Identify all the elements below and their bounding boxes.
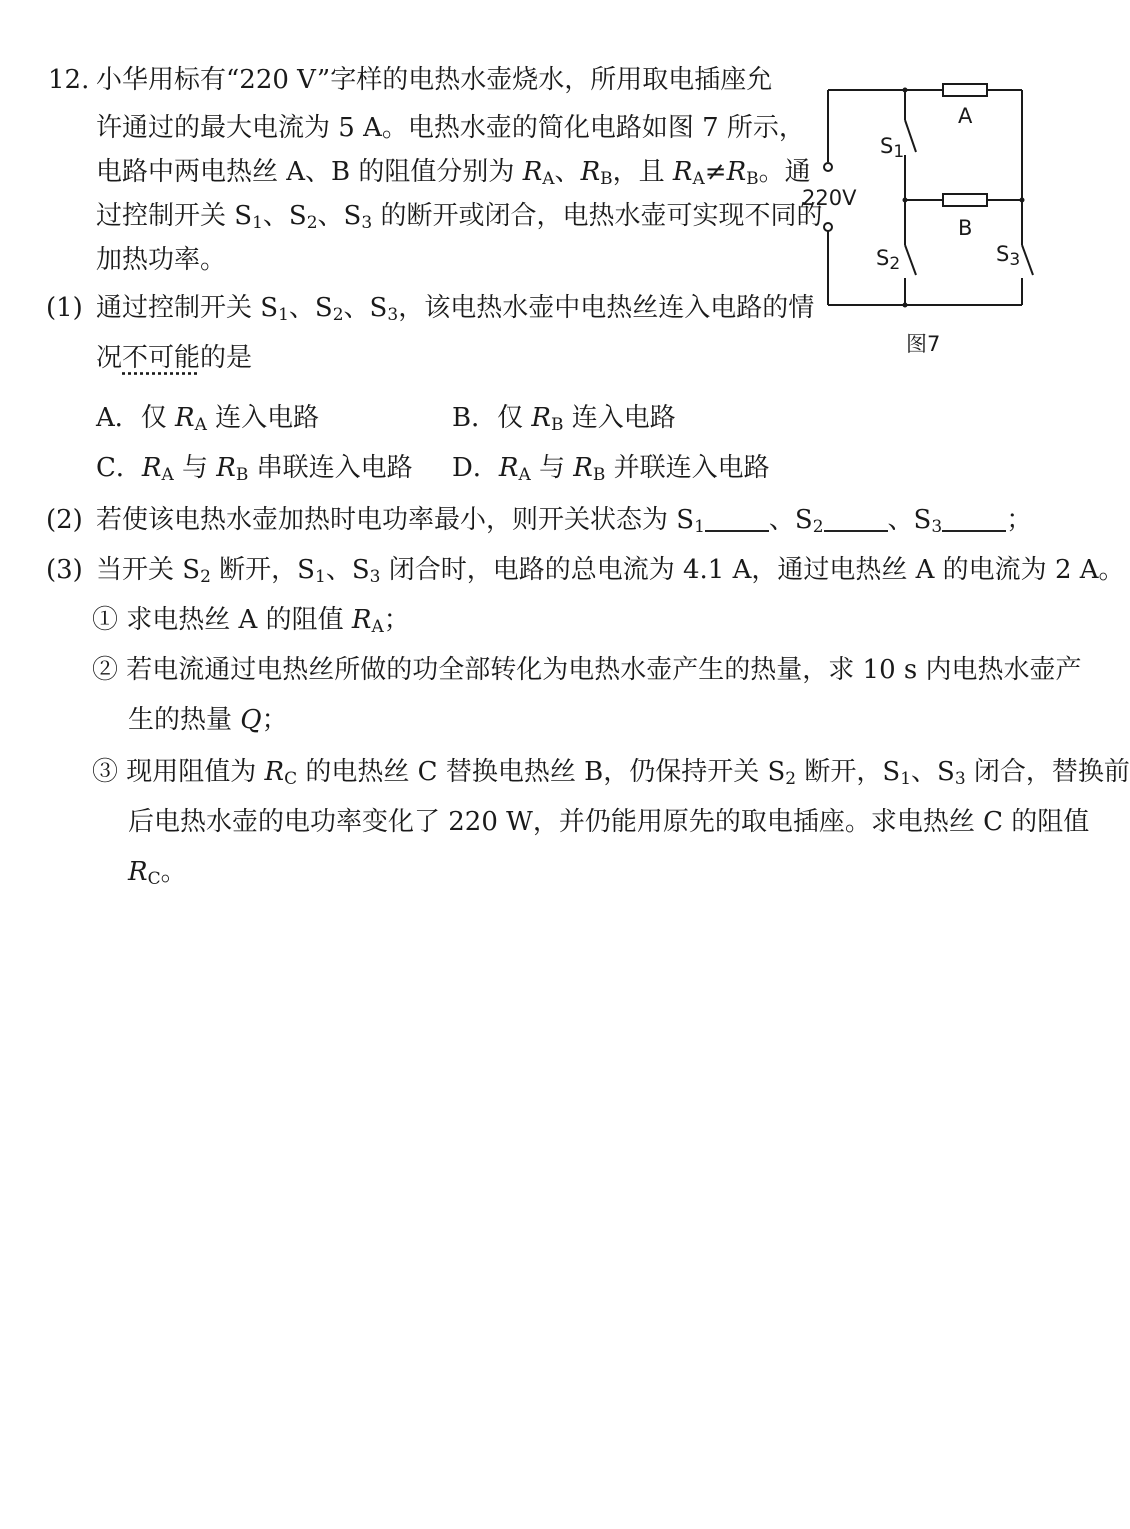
emphasis-not-possible: 不可能 (122, 343, 201, 373)
label-b: B (958, 216, 973, 240)
part1-text-line-1: 通过控制开关 $S_1$、$S_2$、$S_3$，该电热水壶中电热丝连入电路的情 (96, 293, 815, 325)
label-s2: $S_2$ (876, 246, 901, 274)
junction-3 (1020, 198, 1025, 203)
part3-sub3-line-1: ③ 现用阻值为 $R_C$ 的电热丝 C 替换电热丝 B，仍保持开关 $S_2$ 断开，$S_1$、$S_3$ 闭合，替换前 (92, 757, 1130, 789)
circuit-svg (800, 70, 1050, 370)
resistor-a (943, 84, 987, 96)
part3-sub3-line-2: 后电热水壶的电功率变化了 220 W，并仍能用原先的取电插座。求电热丝 C 的阻值 (128, 807, 1090, 837)
stem-line-1: 小华用标有“220 V”字样的电热水壶烧水，所用取电插座允 (96, 65, 773, 95)
label-voltage: 220V (802, 186, 857, 210)
part3-text: 当开关 $S_2$ 断开，$S_1$、$S_3$ 闭合时，电路的总电流为 4.1 A，通过电热丝 A 的电流为 2 A。 (96, 555, 1125, 587)
circuit-diagram (800, 70, 1050, 370)
stem-line-5: 加热功率。 (96, 245, 227, 275)
junction-2 (903, 198, 908, 203)
junction-1 (903, 88, 908, 93)
label-s1: $S_1$ (880, 134, 905, 162)
answer-blank-s2[interactable] (824, 504, 888, 532)
label-a: A (958, 104, 973, 128)
figure-caption: 图7 (906, 332, 941, 356)
junction-4 (903, 303, 908, 308)
answer-blank-s3[interactable] (942, 504, 1006, 532)
part3-sub1: ① 求电热丝 A 的阻值 $R_A$； (92, 605, 410, 637)
stem-line-4: 过控制开关 $S_1$、$S_2$、$S_3$ 的断开或闭合，电热水壶可实现不同的 (96, 201, 823, 233)
terminal-top (824, 163, 832, 171)
option-b[interactable]: B．仅 $R_B$ 连入电路 (452, 403, 676, 435)
stem-line-3: 电路中两电热丝 A、B 的阻值分别为 $R_A$、$R_B$，且 $R_A\ne R_B$。通 (96, 157, 811, 189)
option-d[interactable]: D．$R_A$ 与 $R_B$ 并联连入电路 (452, 453, 770, 485)
switch-s3-blade (1022, 245, 1033, 275)
stem-line-2: 许通过的最大电流为 5 A。电热水壶的简化电路如图 7 所示， (96, 113, 805, 143)
resistor-b (943, 194, 987, 206)
part2-text: 若使该电热水壶加热时电功率最小，则开关状态为 $S_1$ 、$S_2$ 、$S_3$ ； (96, 505, 1033, 537)
answer-blank-s1[interactable] (705, 504, 769, 532)
switch-s1-blade (905, 120, 916, 152)
question-number: 12. (48, 65, 90, 95)
part3-label: (3) (46, 555, 83, 585)
part2-label: (2) (46, 505, 83, 535)
label-s3: $S_3$ (996, 242, 1021, 270)
part3-sub2-line-2: 生的热量 Q； (128, 705, 288, 735)
terminal-bottom (824, 223, 832, 231)
option-c[interactable]: C．$R_A$ 与 $R_B$ 串联连入电路 (96, 453, 413, 485)
option-a[interactable]: A．仅 $R_A$ 连入电路 (96, 403, 320, 435)
part1-label: (1) (46, 293, 83, 323)
switch-s2-blade (905, 245, 916, 275)
part3-sub2-line-1: ② 若电流通过电热丝所做的功全部转化为电热水壶产生的热量，求 10 s 内电热水壶产 (92, 655, 1082, 685)
part3-sub3-line-3: $R_C$。 (128, 857, 187, 889)
part1-text-line-2: 况不可能的是 (96, 343, 253, 373)
